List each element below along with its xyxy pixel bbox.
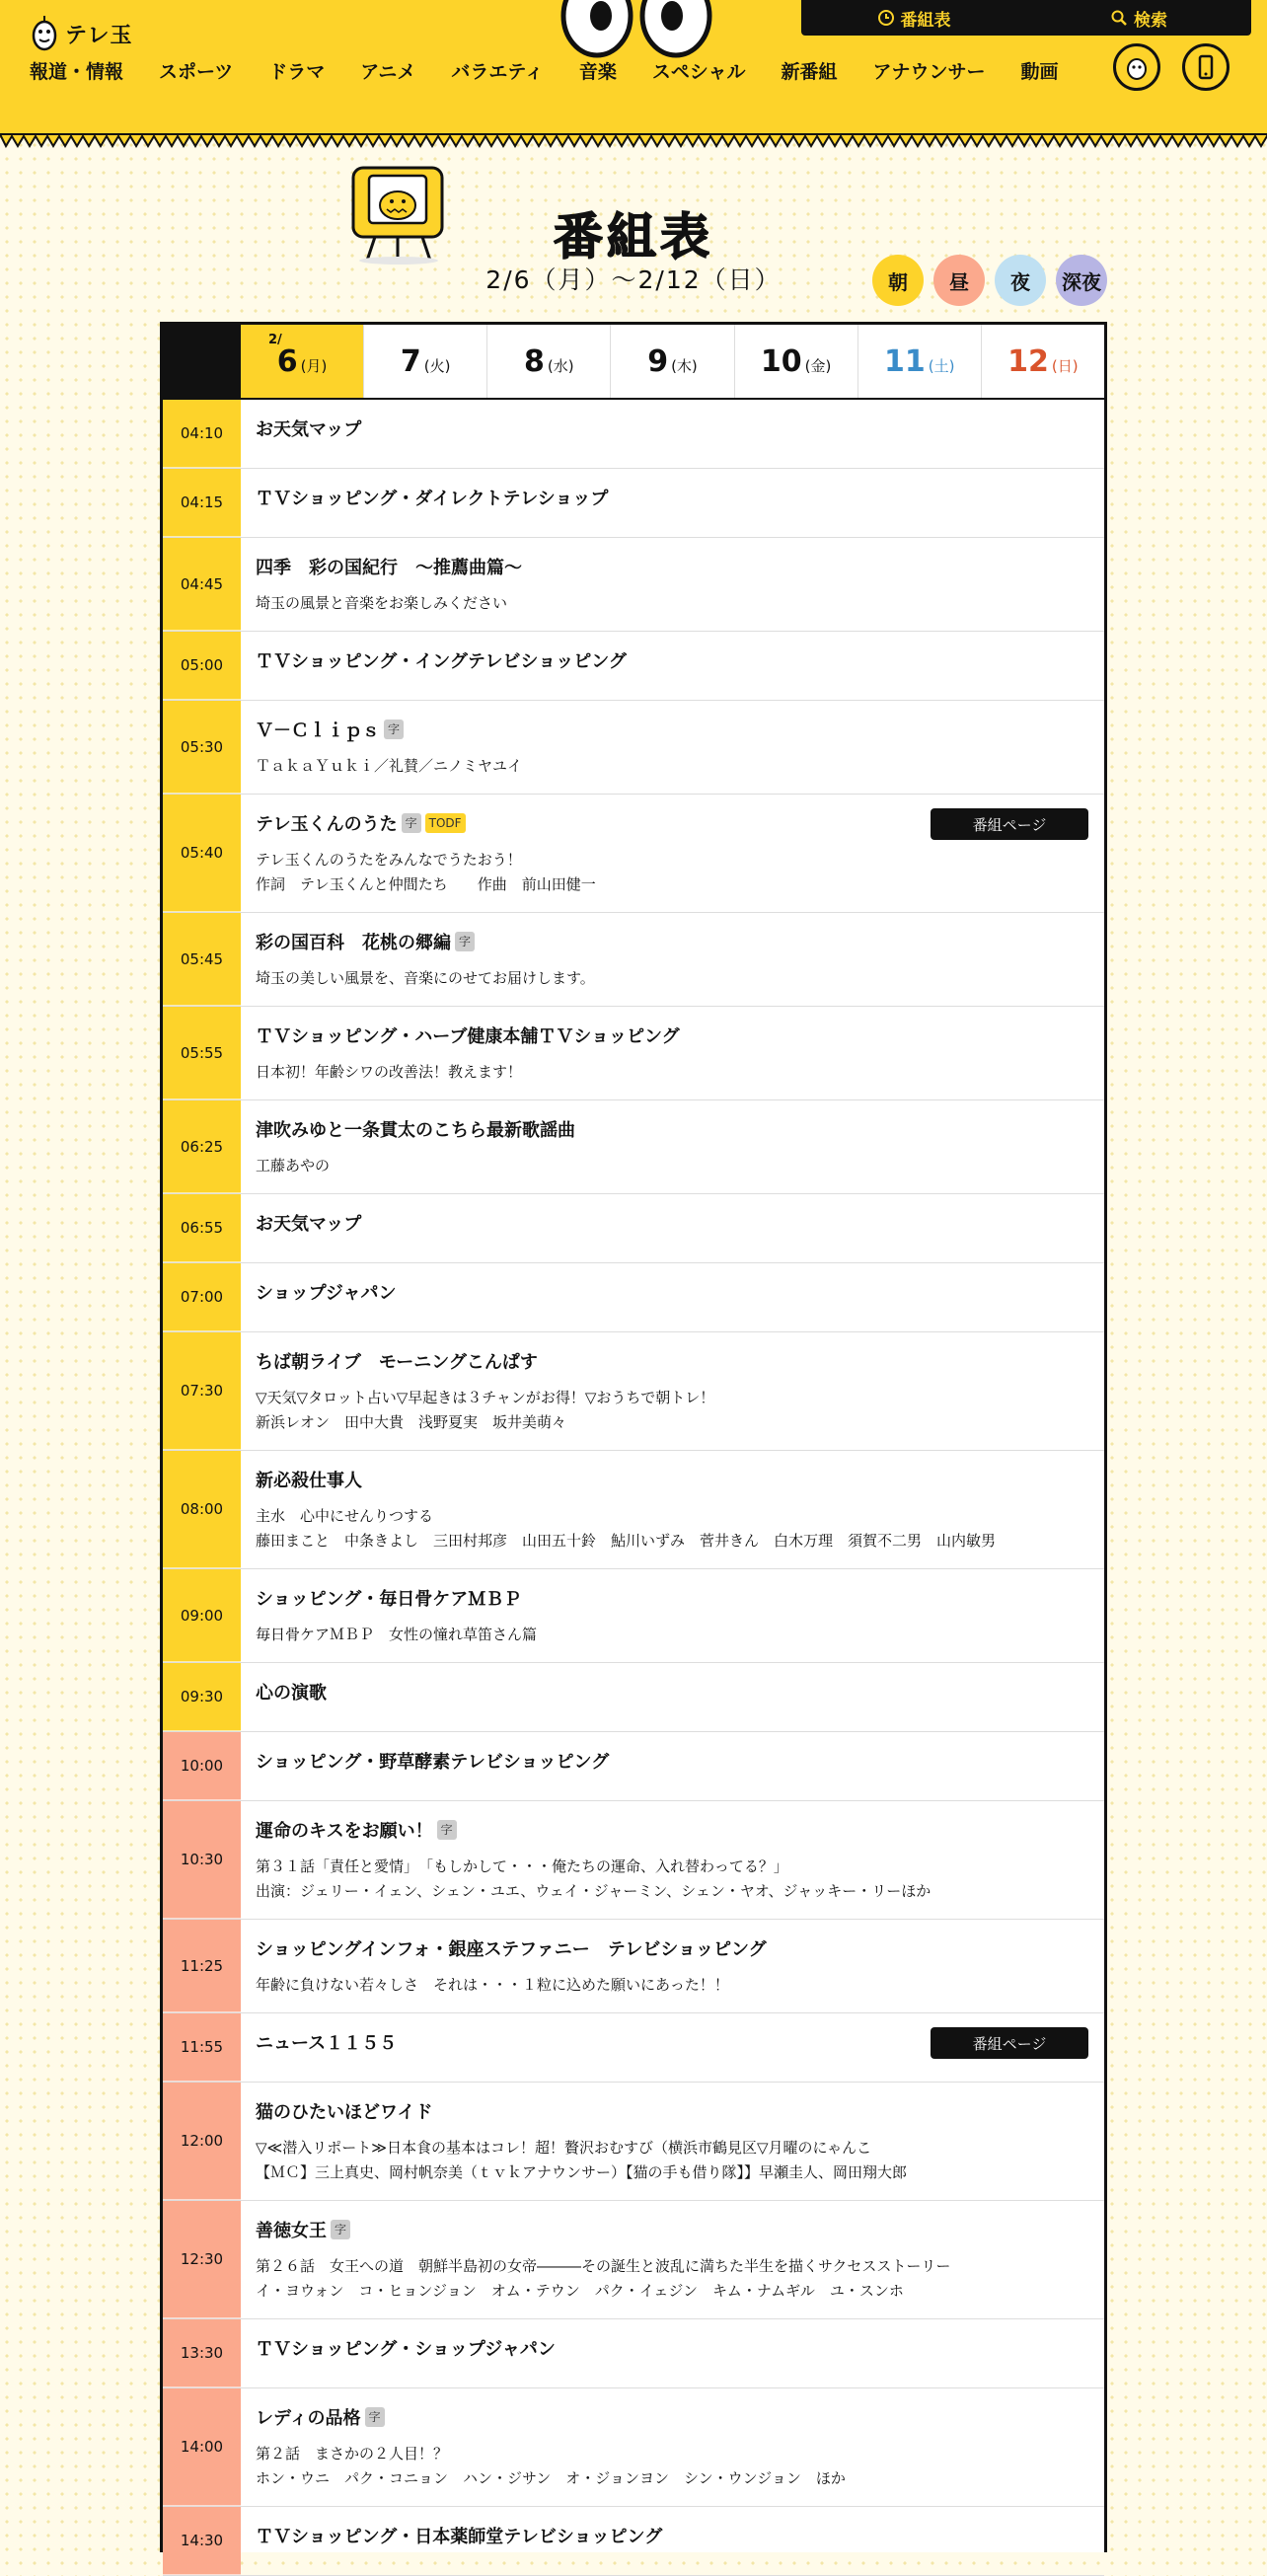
program-title-text: ショッピング・毎日骨ケアＭＢＰ: [256, 1589, 522, 1610]
program-cell[interactable]: [241, 1263, 1104, 1331]
program-time: 04:15: [163, 469, 241, 537]
program-list: [163, 400, 1104, 2576]
program-page-button[interactable]: 番組ページ: [931, 808, 1088, 840]
program-title-text: お天気マップ: [256, 419, 362, 440]
program-row: [163, 1451, 1104, 1569]
program-description-line: 日本初！年齢シワの改善法！教えます！: [256, 1063, 523, 1081]
program-row: [163, 1263, 1104, 1332]
header-zigzag-edge: [0, 134, 1267, 148]
program-description-line: 埼玉の美しい風景を、音楽にのせてお届けします。: [256, 969, 595, 987]
program-title-text: ＴＶショッピング・ダイレクトテレショップ: [256, 489, 609, 509]
program-title-text: 新必殺仕事人: [256, 1471, 362, 1491]
day-number: 10: [760, 343, 802, 379]
program-cell[interactable]: [241, 1194, 1104, 1262]
program-description: [256, 2254, 1088, 2304]
program-title-text: ちば朝ライブ モーニングこんぱす: [256, 1352, 538, 1373]
program-description-line: 【ＭＣ】三上真史、岡村帆奈美（ｔｖｋアナウンサー）【猫の手も借り隊】】早瀬圭人、岡田翔大郎: [256, 2163, 908, 2181]
tod-morning-button[interactable]: [872, 255, 924, 306]
mobile-button[interactable]: [1182, 43, 1230, 91]
program-description: [256, 848, 1088, 897]
program-description-line: ホン・ウニ パク・コニョン ハン・ジサン オ・ジョンヨン シン・ウンジョン ほか: [256, 2469, 846, 2487]
program-title[interactable]: [256, 2404, 1088, 2430]
nav-item-anime[interactable]: アニメ: [360, 61, 416, 83]
topbar-schedule-label: 番組表: [900, 10, 951, 31]
program-cell[interactable]: [241, 2083, 1104, 2200]
program-row: [163, 1732, 1104, 1801]
program-row: [163, 400, 1104, 469]
program-cell[interactable]: [241, 1332, 1104, 1450]
program-description: [256, 1504, 1088, 1553]
program-title[interactable]: [256, 647, 1088, 673]
program-description-line: 主水 心中にせんりつする: [256, 1507, 434, 1525]
subtitle-badge: 字: [365, 2407, 385, 2427]
program-title-text: ショップジャパン: [256, 1283, 397, 1304]
program-time: 07:00: [163, 1263, 241, 1331]
program-cell[interactable]: [241, 1920, 1104, 2012]
program-time: 14:00: [163, 2388, 241, 2506]
program-description: [256, 2136, 1088, 2185]
program-row: [163, 469, 1104, 538]
program-description: [256, 754, 1088, 779]
tod-late-night-button[interactable]: [1056, 255, 1107, 306]
program-row: [163, 1007, 1104, 1100]
program-title[interactable]: [256, 1817, 1088, 1843]
program-cell[interactable]: [241, 469, 1104, 537]
program-time: 05:30: [163, 701, 241, 794]
program-title-text: Ｖ－Ｃｌｉｐｓ: [256, 720, 380, 741]
program-title-text: ショッピング・野草酵素テレビショッピング: [256, 1752, 610, 1773]
tod-daytime-button[interactable]: [933, 255, 985, 306]
tod-daytime-label: 昼: [949, 269, 969, 294]
program-title[interactable]: [256, 717, 1088, 742]
program-title-text: 四季 彩の国紀行 ～推薦曲篇～: [256, 558, 522, 578]
program-description-line: テレ玉くんのうたをみんなでうたおう！: [256, 851, 522, 869]
program-title-text: 心の演歌: [256, 1683, 327, 1704]
program-time: 10:00: [163, 1732, 241, 1800]
tod-night-button[interactable]: [995, 255, 1046, 306]
program-description-line: ▽≪潜入リポート≫日本食の基本はコレ！超！贅沢おむすび（横浜市鶴見区▽月曜のにゃんこ: [256, 2139, 872, 2157]
program-time: 14:30: [163, 2507, 241, 2575]
program-time: 12:30: [163, 2201, 241, 2318]
program-title[interactable]: [256, 929, 1088, 954]
subtitle-badge: 字: [437, 1820, 457, 1840]
program-time: 06:25: [163, 1100, 241, 1193]
subtitle-badge: 字: [402, 813, 421, 833]
program-cell[interactable]: [241, 2507, 1104, 2575]
program-title[interactable]: [256, 1467, 1088, 1492]
day-weekday: (月): [300, 356, 328, 375]
program-row: [163, 1332, 1104, 1451]
program-cell[interactable]: [241, 795, 1104, 912]
program-title-text: テレ玉くんのうた: [256, 814, 398, 835]
program-row: [163, 701, 1104, 795]
program-description: [256, 1154, 1088, 1178]
program-cell[interactable]: [241, 701, 1104, 794]
day-number: 8: [524, 343, 545, 379]
program-title[interactable]: [256, 1348, 1088, 1374]
program-cell[interactable]: [241, 913, 1104, 1006]
program-time: 11:25: [163, 1920, 241, 2012]
site-logo[interactable]: [30, 14, 133, 53]
topbar: [801, 0, 1251, 36]
program-page-button[interactable]: 番組ページ: [931, 2027, 1088, 2059]
program-time: 05:00: [163, 632, 241, 700]
table-corner: [163, 325, 241, 398]
tod-morning-label: 朝: [888, 269, 908, 294]
program-time: 05:45: [163, 913, 241, 1006]
program-time: 04:45: [163, 538, 241, 631]
program-row: [163, 1100, 1104, 1194]
program-title-text: ニュース１１５５: [256, 2033, 398, 2054]
program-title[interactable]: [256, 416, 1088, 441]
program-row: [163, 2013, 1104, 2083]
program-description-line: 第２６話 女王への道 朝鮮半島初の女帝―――その誕生と波乱に満ちた半生を描くサクセスストーリー: [256, 2257, 951, 2275]
program-title[interactable]: [256, 554, 1088, 579]
program-time: 11:55: [163, 2013, 241, 2082]
day-tab-10[interactable]: [734, 325, 857, 398]
program-row: [163, 538, 1104, 632]
program-description-line: ▽天気▽タロット占い▽早起きは３チャンがお得！▽おうちで朝トレ！: [256, 1389, 715, 1406]
program-cell[interactable]: [241, 632, 1104, 700]
program-row: [163, 1801, 1104, 1920]
mascot-eyes-icon: [558, 0, 715, 61]
program-time: 07:30: [163, 1332, 241, 1450]
program-title[interactable]: [256, 2098, 1088, 2124]
program-cell[interactable]: [241, 1100, 1104, 1193]
program-description-line: 藤田まこと 中条きよし 三田村邦彦 山田五十鈴 鮎川いずみ 菅井きん 白木万理 須賀不二男 山内敏男: [256, 1532, 997, 1550]
program-row: [163, 2083, 1104, 2201]
day-tab-6[interactable]: [241, 325, 363, 398]
mobile-icon: [1191, 52, 1221, 82]
program-title[interactable]: [256, 485, 1088, 510]
program-description: [256, 1623, 1088, 1647]
program-title-text: 彩の国百科 花桃の郷編: [256, 933, 451, 953]
program-description-line: 第２話 まさかの２人目！？: [256, 2445, 449, 2462]
program-description-line: イ・ヨウォン コ・ヒョンジョン オム・テウン パク・イェジン キム・ナムギル ユ・スンホ: [256, 2282, 904, 2300]
program-row: [163, 1569, 1104, 1663]
program-cell[interactable]: [241, 1801, 1104, 1919]
topbar-schedule-link[interactable]: [801, 6, 1026, 31]
program-time: 04:10: [163, 400, 241, 468]
subtitle-badge: 字: [455, 932, 475, 951]
program-title-text: ＴＶショッピング・イングテレビショッピング: [256, 651, 627, 672]
tod-late-night-label: 深夜: [1062, 269, 1101, 294]
todf-badge: TODF: [425, 813, 466, 833]
program-description: [256, 591, 1088, 616]
site-header: [0, 0, 1267, 138]
nav-item-music[interactable]: 音楽: [578, 61, 617, 83]
day-weekday: (火): [423, 356, 451, 375]
mascot-id-button[interactable]: [1113, 43, 1160, 91]
subtitle-badge: 字: [384, 720, 404, 739]
nav-item-variety[interactable]: バラエティ: [451, 61, 544, 83]
nav-item-drama[interactable]: ドラマ: [268, 61, 326, 83]
program-description-line: 年齢に負けない若々しさ それは・・・１粒に込めた願いにあった！！: [256, 1976, 729, 1994]
program-cell[interactable]: [241, 1007, 1104, 1099]
program-time: 05:55: [163, 1007, 241, 1099]
day-month-label: 2/: [268, 333, 282, 347]
day-tab-bar: [163, 325, 1104, 400]
program-cell[interactable]: [241, 400, 1104, 468]
program-description-line: 埼玉の風景と音楽をお楽しみください: [256, 594, 508, 612]
nav-item-sports[interactable]: スポーツ: [159, 61, 234, 83]
day-tab-9[interactable]: [610, 325, 733, 398]
program-title[interactable]: [256, 1116, 1088, 1142]
program-title[interactable]: [256, 2335, 1088, 2361]
page-title: 番組表: [554, 208, 713, 265]
day-number: 11: [884, 343, 926, 379]
tod-night-label: 夜: [1010, 269, 1030, 294]
program-title[interactable]: [256, 1210, 1088, 1236]
program-description: [256, 1855, 1088, 1904]
program-time: 10:30: [163, 1801, 241, 1919]
topbar-search-label: 検索: [1134, 10, 1167, 31]
subtitle-badge: 字: [331, 2220, 350, 2239]
program-title-text: お天気マップ: [256, 1214, 362, 1235]
program-description-line: 工藤あやの: [256, 1157, 331, 1174]
program-cell[interactable]: [241, 1732, 1104, 1800]
program-cell[interactable]: [241, 2319, 1104, 2387]
clock-icon: [877, 9, 895, 27]
program-cell[interactable]: [241, 2388, 1104, 2506]
program-description-line: 新浜レオン 田中大貴 浅野夏実 坂井美萌々: [256, 1413, 567, 1431]
nav-item-new-programs[interactable]: 新番組: [781, 61, 838, 83]
program-description: [256, 1386, 1088, 1435]
program-title-text: 津吹みゆと一条貫太のこちら最新歌謡曲: [256, 1120, 575, 1141]
day-weekday: (金): [804, 356, 832, 375]
date-range: 2/6（月）〜2/12（日）: [485, 265, 782, 294]
day-tab-7[interactable]: [363, 325, 486, 398]
day-weekday: (土): [928, 356, 955, 375]
program-cell[interactable]: [241, 1569, 1104, 1662]
day-number: 12: [1007, 343, 1049, 379]
program-row: [163, 632, 1104, 701]
logo-text: テレ玉: [65, 23, 133, 48]
program-title[interactable]: [256, 2217, 1088, 2242]
program-description: [256, 1060, 1088, 1085]
day-tab-11[interactable]: [857, 325, 981, 398]
program-cell[interactable]: [241, 2013, 1104, 2082]
program-description-line: 作詞 テレ玉くんと仲間たち 作曲 前山田健一: [256, 875, 596, 893]
program-description: [256, 966, 1088, 991]
program-time: 12:00: [163, 2083, 241, 2200]
program-time: 09:30: [163, 1663, 241, 1731]
program-row: [163, 2388, 1104, 2507]
day-weekday: (日): [1051, 356, 1079, 375]
program-description-line: 第３１話「責任と愛情」 「もしかして・・・俺たちの運命、入れ替わってる？」: [256, 1857, 788, 1875]
program-time: 05:40: [163, 795, 241, 912]
program-title[interactable]: [256, 1279, 1088, 1305]
day-weekday: (水): [547, 356, 574, 375]
program-row: [163, 1194, 1104, 1263]
day-tabs: [241, 325, 1104, 398]
nav-item-special[interactable]: スペシャル: [651, 61, 746, 83]
day-tab-12[interactable]: [981, 325, 1104, 398]
day-weekday: (木): [671, 356, 698, 375]
schedule-table: [160, 322, 1107, 2552]
program-cell[interactable]: [241, 2201, 1104, 2318]
search-icon: [1110, 9, 1128, 27]
program-row: [163, 1663, 1104, 1732]
program-description: [256, 1973, 1088, 1998]
program-title-text: ＴＶショッピング・ショップジャパン: [256, 2339, 556, 2360]
program-title[interactable]: [256, 2523, 1088, 2548]
nav-item-video[interactable]: 動画: [1020, 61, 1059, 83]
program-row: [163, 2201, 1104, 2319]
program-title-text: 善徳女王: [256, 2221, 327, 2241]
main-nav: [30, 57, 1094, 84]
topbar-search-link[interactable]: [1026, 6, 1251, 31]
program-cell[interactable]: [241, 1663, 1104, 1731]
program-description: [256, 2442, 1088, 2491]
program-description-line: 毎日骨ケアＭＢＰ 女性の憧れ草笛さん篇: [256, 1626, 538, 1643]
program-cell[interactable]: [241, 1451, 1104, 1568]
day-number: 7: [400, 343, 421, 379]
mascot-icon: [1122, 52, 1152, 82]
program-title-text: 猫のひたいほどワイド: [256, 2102, 433, 2123]
day-number: 9: [647, 343, 669, 379]
program-row: [163, 2319, 1104, 2388]
program-row: [163, 2507, 1104, 2576]
program-title-text: ＴＶショッピング・日本薬師堂テレビショッピング: [256, 2527, 663, 2547]
program-title[interactable]: [256, 1748, 1088, 1774]
program-title-text: 運命のキスをお願い！: [256, 1821, 433, 1842]
day-number: 6: [276, 343, 298, 379]
nav-icon-group: [1113, 43, 1230, 91]
program-title-text: レディの品格: [256, 2408, 361, 2429]
program-row: [163, 1920, 1104, 2013]
program-time: 13:30: [163, 2319, 241, 2387]
program-time: 08:00: [163, 1451, 241, 1568]
program-description-line: 出演：ジェリー・イェン、シェン・ユエ、ウェイ・ジャーミン、シェン・ヤオ、ジャッキー・リーほか: [256, 1882, 932, 1900]
nav-item-announcer[interactable]: アナウンサー: [872, 61, 986, 83]
program-title[interactable]: [256, 1935, 1088, 1961]
program-cell[interactable]: [241, 538, 1104, 631]
program-time: 06:55: [163, 1194, 241, 1262]
program-description-line: ＴａｋａＹｕｋｉ／礼賛／ニノミヤユイ: [256, 757, 523, 775]
day-tab-8[interactable]: [486, 325, 610, 398]
program-row: [163, 795, 1104, 913]
program-title-text: ＴＶショッピング・ハーブ健康本舗ＴＶショッピング: [256, 1026, 680, 1047]
program-title[interactable]: [256, 1023, 1088, 1048]
program-time: 09:00: [163, 1569, 241, 1662]
nav-item-news[interactable]: 報道・情報: [30, 61, 124, 83]
program-title[interactable]: [256, 1679, 1088, 1705]
program-row: [163, 913, 1104, 1007]
mascot-logo-icon: [30, 14, 59, 53]
program-title-text: ショッピングインフォ・銀座ステファニー テレビショッピング: [256, 1939, 767, 1960]
program-title[interactable]: [256, 1585, 1088, 1611]
